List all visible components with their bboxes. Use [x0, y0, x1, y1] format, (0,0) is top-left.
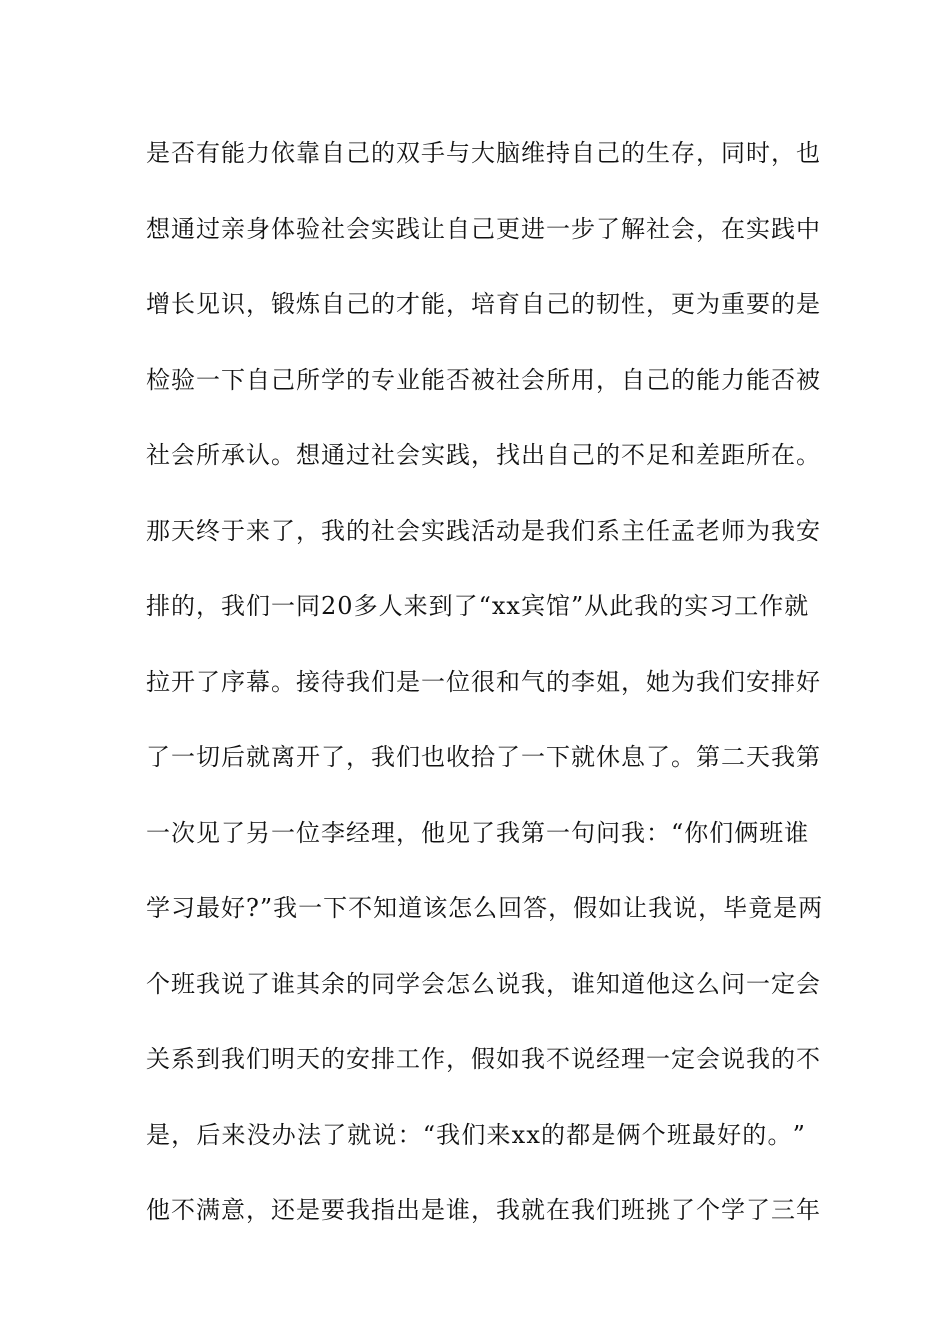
text-line: 社会所承认。想通过社会实践，找出自己的不足和差距所在。	[146, 441, 821, 469]
text-line: 他 不 满 意 ， 还 是 要 我 指 出 是 谁 ， 我 就 在 我 们 班 挑 了 个 学 了 三 年	[146, 1196, 821, 1224]
text-line: 拉 开 了 序 幕 。 接 待 我 们 是 一 位 很 和 气 的 李 姐 ， 她 为 我 们 安 排 好	[146, 667, 821, 696]
text-line: 个 班 我 说 了 谁 其 余 的 同 学 会 怎 么 说 我 ， 谁 知 道 他 这 么 问 一 定 会	[146, 969, 821, 998]
text-line: 排 的 ， 我 们 一 同 2 0 多 人 来 到 了 “ x x 宾 馆 ” 从 此 我 的 实 习 工 作 就	[146, 592, 810, 620]
text-line: 那 天 终 于 来 了 ， 我 的 社 会 实 践 活 动 是 我 们 系 主 任 孟 老 师 为 我 安	[146, 516, 821, 545]
text-line: 增 长 见 识 ， 锻 炼 自 己 的 才 能 ， 培 育 自 己 的 韧 性 ， 更 为 重 要 的 是	[146, 290, 821, 318]
text-line: 了 一 切 后 就 离 开 了 ， 我 们 也 收 拾 了 一 下 就 休 息 了 。 第 二 天 我 第	[146, 743, 821, 771]
text-line: 关 系 到 我 们 明 天 的 安 排 工 作 ， 假 如 我 不 说 经 理 一 定 会 说 我 的 不	[146, 1045, 821, 1073]
text-line: 是 ， 后 来 没 办 法 了 就 说 ： “ 我 们 来 x x 的 都 是 俩 个 班 最 好 的 。 ”	[146, 1120, 806, 1149]
text-line: 一 次 见 了 另 一 位 李 经 理 ， 他 见 了 我 第 一 句 问 我 ： “ 你 们 俩 班 谁	[146, 818, 810, 847]
body-text	[146, 130, 824, 1263]
text-line: 是 否 有 能 力 依 靠 自 己 的 双 手 与 大 脑 维 持 自 己 的 生 存 ， 同 时 ， 也	[146, 139, 821, 167]
text-line: 想 通 过 亲 身 体 验 社 会 实 践 让 自 己 更 进 一 步 了 解 社 会 ， 在 实 践 中	[146, 214, 821, 243]
text-line: 学 习 最 好 ? ” 我 一 下 不 知 道 该 怎 么 回 答 ， 假 如 让 我 说 ， 毕 竟 是 两	[146, 894, 824, 922]
text-line: 检 验 一 下 自 己 所 学 的 专 业 能 否 被 社 会 所 用 ， 自 己 的 能 力 能 否 被	[146, 365, 821, 394]
